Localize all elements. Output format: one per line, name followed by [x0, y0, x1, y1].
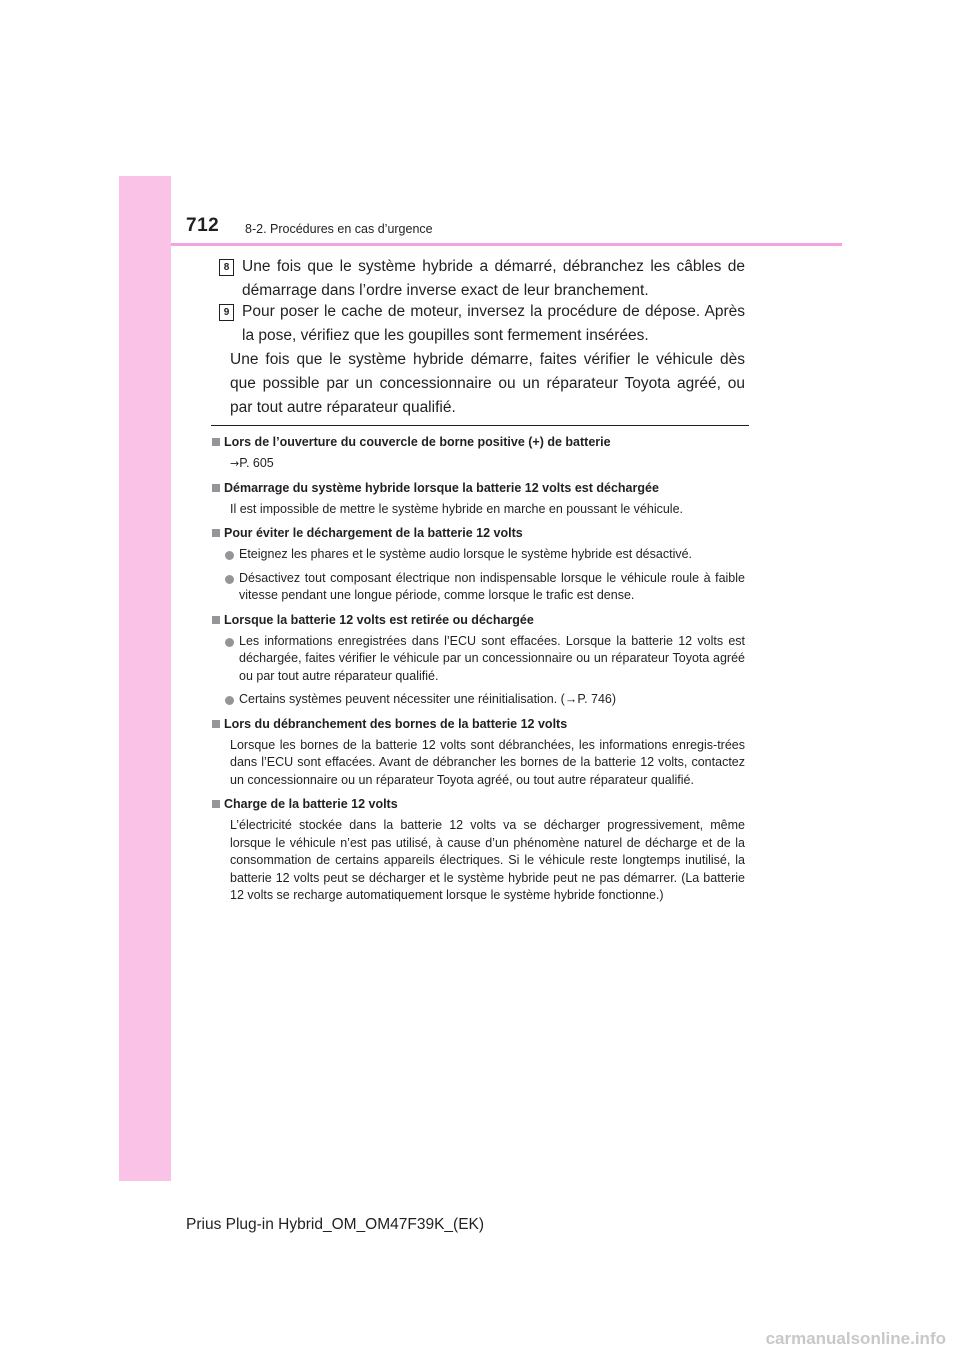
arrow-icon: → — [230, 457, 240, 470]
note-title: Lors de l’ouverture du couvercle de borne positive (+) de batterie — [224, 435, 611, 449]
page-number: 712 — [186, 215, 220, 236]
note-title: Lors du débranchement des bornes de la batterie 12 volts — [224, 716, 568, 731]
note-item — [211, 434, 745, 473]
page-reference-link[interactable]: P. 605 — [239, 456, 274, 470]
square-bullet-icon — [212, 438, 220, 446]
circle-bullet-icon — [225, 638, 234, 647]
note-item — [211, 480, 745, 519]
chapter-sidebar — [119, 176, 171, 1181]
note-body: L’électricité stockée dans la batterie 12 volts va se décharger progressivement, même lorsque le véhicule n’est pas utilisé, à cause d’un phénomène naturel de décharge et de la consommation de certains appareils électriques. Si le véhicule reste longtemps inutilisé, la batterie 12 volts peut se décharger et le système hybride peut ne pas démarrer. (La batterie 12 volts se recharge automatiquement lorsque le système hybride fonctionne.) — [230, 818, 745, 902]
note-title: Lorsque la batterie 12 volts est retirée ou déchargée — [224, 612, 534, 627]
section-divider — [211, 425, 749, 426]
document-footer: Prius Plug-in Hybrid_OM_OM47F39K_(EK) — [186, 1216, 485, 1233]
list-item: Certains systèmes peuvent nécessiter une réinitialisation. (→P. 746) — [225, 691, 745, 709]
square-bullet-icon — [212, 616, 220, 624]
step-text: Une fois que le système hybride a démarré, débranchez les câbles de démarrage dans l’ordre inverse exact de leur branchement. — [242, 258, 745, 299]
list-item: Les informations enregistrées dans l’ECU sont effacées. Lorsque la batterie 12 volts est déchargée, faites vérifier le véhicule par un concessionnaire ou un réparateur Toyota agréé ou par tout autre réparateur qualifié. — [225, 633, 745, 686]
note-item — [211, 612, 745, 709]
notes-section — [211, 434, 745, 912]
square-bullet-icon — [212, 720, 220, 728]
list-item: Désactivez tout composant électrique non indispensable lorsque le véhicule roule à faible vitesse pendant une longue période, comme lorsque le trafic est dense. — [225, 570, 745, 605]
note-item — [211, 716, 745, 790]
section-title: 8-2. Procédures en cas d’urgence — [245, 222, 433, 236]
step-9 — [219, 300, 745, 348]
note-title: Charge de la batterie 12 volts — [224, 797, 398, 811]
note-title: Démarrage du système hybride lorsque la batterie 12 volts est déchargée — [224, 480, 659, 495]
page-reference — [230, 455, 745, 473]
square-bullet-icon — [212, 529, 220, 537]
note-body: Il est impossible de mettre le système hybride en marche en poussant le véhicule. — [230, 501, 684, 516]
circle-bullet-icon — [225, 696, 234, 705]
step-text: Pour poser le cache de moteur, inversez la procédure de dépose. Après la pose, vérifiez que les goupilles sont fermement insérées. — [242, 303, 745, 344]
list-item: Eteignez les phares et le système audio lorsque le système hybride est désactivé. — [225, 546, 745, 564]
square-bullet-icon — [212, 484, 220, 492]
note-item — [211, 525, 745, 605]
step-number-badge: 9 — [219, 304, 234, 321]
step-number-badge: 8 — [219, 259, 234, 276]
circle-bullet-icon — [225, 551, 234, 560]
circle-bullet-icon — [225, 575, 234, 584]
header-rule — [171, 243, 842, 246]
note-body: Lorsque les bornes de la batterie 12 volts sont débranchées, les informations enregis-trées dans l’ECU sont effacées. Avant de débrancher les bornes de la batterie 12 volts, contactez un concessionnaire ou un réparateur Toyota agréé, ou tout autre réparateur qualifié. — [230, 737, 745, 787]
note-title: Pour éviter le déchargement de la batterie 12 volts — [224, 526, 523, 540]
note-item — [211, 796, 745, 905]
advice-paragraph: Une fois que le système hybride démarre, faites vérifier le véhicule dès que possible par un concessionnaire ou un réparateur Toyota agréé, ou par tout autre réparateur qualifié. — [230, 351, 745, 416]
square-bullet-icon — [212, 800, 220, 808]
step-8 — [219, 255, 745, 303]
watermark: carmanualsonline.info — [765, 1329, 946, 1348]
